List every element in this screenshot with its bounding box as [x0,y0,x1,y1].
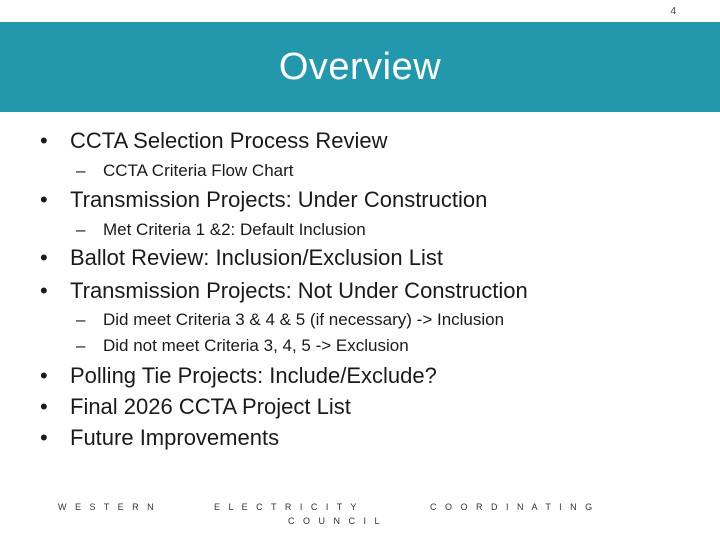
bullet-text: Polling Tie Projects: Include/Exclude? [70,363,437,388]
sub-bullet-text: Met Criteria 1 &2: Default Inclusion [103,220,366,239]
footer-council: C O U N C I L [288,516,383,526]
bullet-glyph: • [40,363,48,388]
bullet-text: Transmission Projects: Not Under Construction [70,278,528,303]
footer-coordinating: C O O R D I N A T I N G [430,502,596,512]
bullet-text: Final 2026 CCTA Project List [70,394,351,419]
bullet-text: Transmission Projects: Under Construction [70,187,488,212]
bullet-glyph: • [40,128,48,153]
bullet-glyph: • [40,245,48,270]
slide-number: 4 [670,6,676,17]
bullet-text: Ballot Review: Inclusion/Exclusion List [70,245,443,270]
sub-bullet-glyph: – [76,336,86,355]
sub-bullet-text: Did meet Criteria 3 & 4 & 5 (if necessary) -> Inclusion [103,310,505,329]
footer-western: W E S T E R N [58,502,157,512]
bullet-glyph: • [40,278,48,303]
sub-bullet-glyph: – [76,161,86,180]
bullet-glyph: • [40,187,48,212]
sub-bullet-glyph: – [76,310,86,329]
sub-bullet-text: Did not meet Criteria 3, 4, 5 -> Exclusion [103,336,409,355]
bullet-glyph: • [40,394,48,419]
footer-electricity: E L E C T R I C I T Y [214,502,360,512]
bullet-glyph: • [40,425,48,450]
bullet-text: Future Improvements [70,425,280,450]
bullet-text: CCTA Selection Process Review [70,128,388,153]
page-title: Overview [278,45,442,88]
sub-bullet-text: CCTA Criteria Flow Chart [103,161,294,180]
sub-bullet-glyph: – [76,220,86,239]
